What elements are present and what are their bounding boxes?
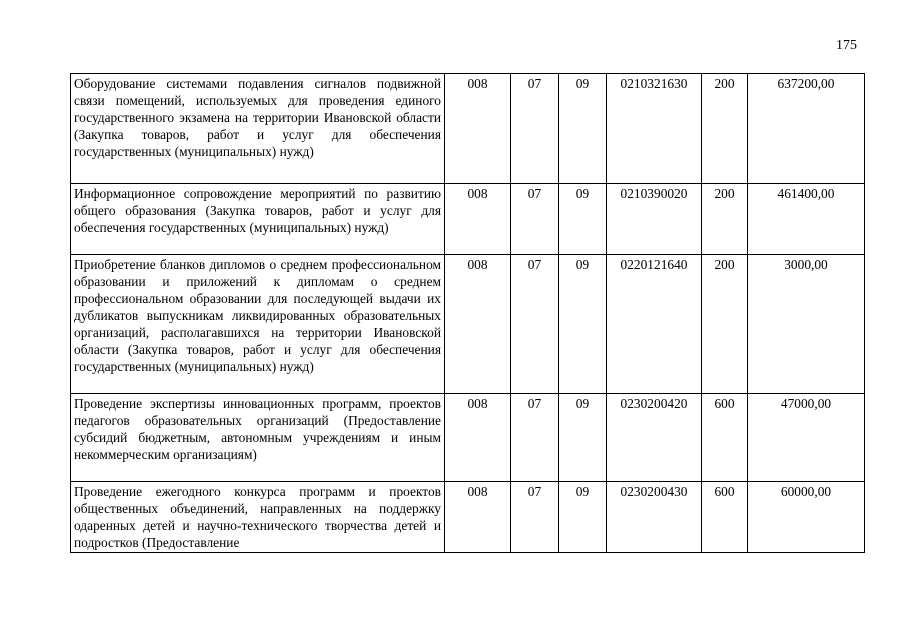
table-row bbox=[71, 255, 865, 394]
row-description: Проведение экспертизы инновационных программ, проектов педагогов образовательных организаций (Предоставление субсидий бюджетным, автономным учреждениям и иным некоммерческим организациям) bbox=[71, 394, 445, 482]
table-row bbox=[71, 394, 865, 482]
subsection-code: 09 bbox=[559, 184, 607, 255]
amount: 47000,00 bbox=[748, 394, 865, 482]
page-number: 175 bbox=[836, 38, 857, 53]
subsection-code: 09 bbox=[559, 255, 607, 394]
ministry-code: 008 bbox=[445, 394, 511, 482]
row-description: Оборудование системами подавления сигналов подвижной связи помещений, используемых для проведения единого государственного экзамена на территории Ивановской области (Закупка товаров, работ и услуг для обеспечения государственных (муниципальных) нужд) bbox=[71, 74, 445, 184]
expense-type-code: 200 bbox=[702, 74, 748, 184]
table-row bbox=[71, 184, 865, 255]
target-article-code: 0210321630 bbox=[607, 74, 702, 184]
amount: 3000,00 bbox=[748, 255, 865, 394]
expense-type-code: 600 bbox=[702, 482, 748, 553]
target-article-code: 0230200420 bbox=[607, 394, 702, 482]
table-row bbox=[71, 482, 865, 553]
ministry-code: 008 bbox=[445, 255, 511, 394]
expense-type-code: 200 bbox=[702, 184, 748, 255]
ministry-code: 008 bbox=[445, 482, 511, 553]
row-description: Приобретение бланков дипломов о среднем профессиональном образовании и приложений к дипломам о среднем профессиональном образовании для последующей выдачи их дубликатов выпускникам ликвидированных образовательных организаций, располагавшихся на территории Ивановской области (Закупка товаров, работ и услуг для обеспечения государственных (муниципальных) нужд) bbox=[71, 255, 445, 394]
section-code: 07 bbox=[511, 394, 559, 482]
expense-type-code: 600 bbox=[702, 394, 748, 482]
section-code: 07 bbox=[511, 184, 559, 255]
row-description: Информационное сопровождение мероприятий по развитию общего образования (Закупка товаров, работ и услуг для обеспечения государственных (муниципальных) нужд) bbox=[71, 184, 445, 255]
amount: 461400,00 bbox=[748, 184, 865, 255]
ministry-code: 008 bbox=[445, 74, 511, 184]
subsection-code: 09 bbox=[559, 74, 607, 184]
table-row bbox=[71, 74, 865, 184]
amount: 60000,00 bbox=[748, 482, 865, 553]
section-code: 07 bbox=[511, 255, 559, 394]
budget-table bbox=[70, 73, 865, 553]
target-article-code: 0230200430 bbox=[607, 482, 702, 553]
section-code: 07 bbox=[511, 74, 559, 184]
subsection-code: 09 bbox=[559, 482, 607, 553]
section-code: 07 bbox=[511, 482, 559, 553]
subsection-code: 09 bbox=[559, 394, 607, 482]
ministry-code: 008 bbox=[445, 184, 511, 255]
target-article-code: 0210390020 bbox=[607, 184, 702, 255]
target-article-code: 0220121640 bbox=[607, 255, 702, 394]
expense-type-code: 200 bbox=[702, 255, 748, 394]
amount: 637200,00 bbox=[748, 74, 865, 184]
row-description: Проведение ежегодного конкурса программ и проектов общественных объединений, направленных на поддержку одаренных детей и научно-технического творчества детей и подростков (Предоставление bbox=[71, 482, 445, 553]
